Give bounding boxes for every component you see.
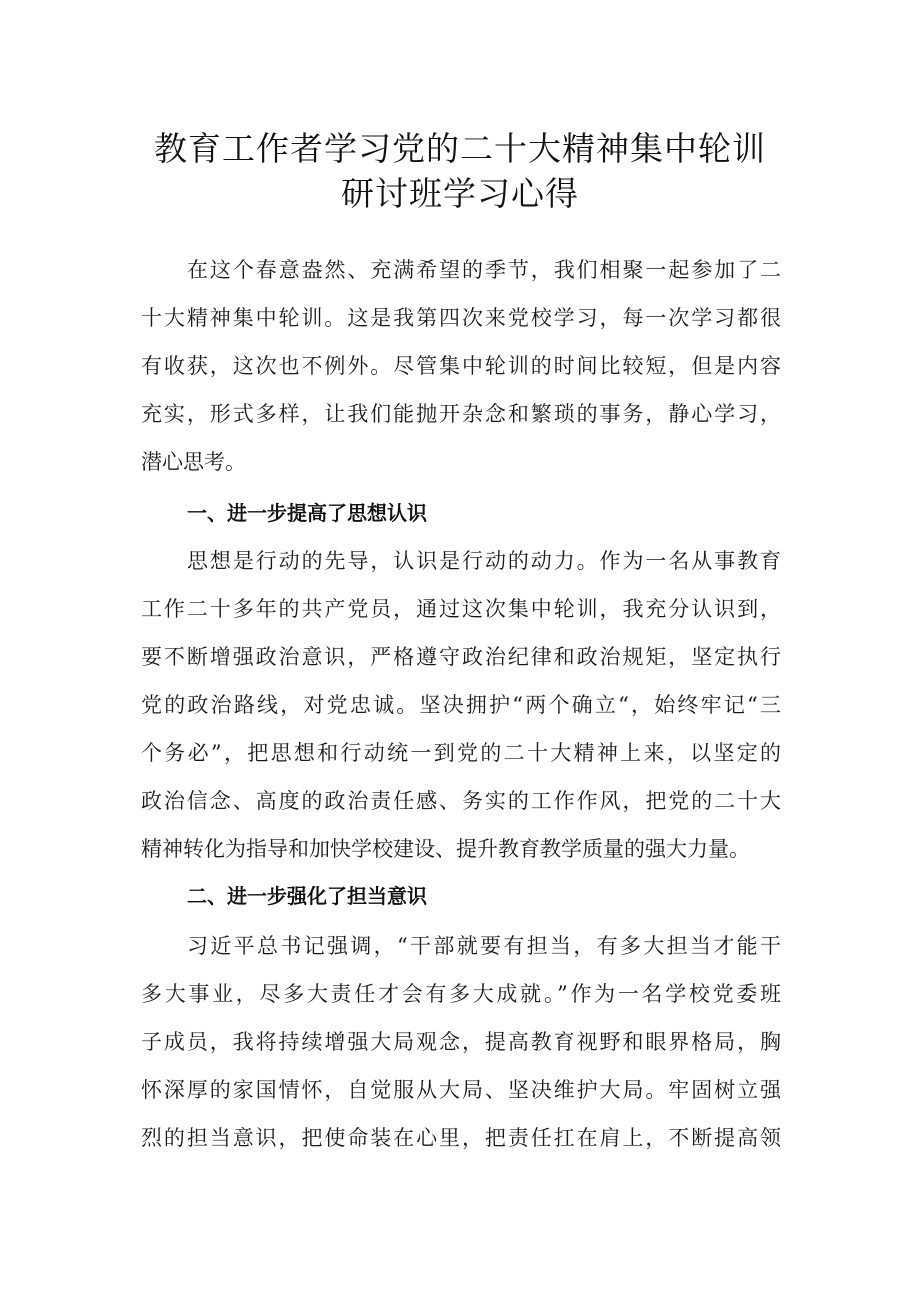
paragraph-1-line: 充实，形式多样，让我们能抛开杂念和繁琐的事务，静心学习， <box>141 402 781 426</box>
paragraph-3-line: 子成员，我将持续增强大局观念，提高教育视野和眼界格局，胸 <box>141 1030 781 1054</box>
paragraph-1-line: 有收获，这次也不例外。尽管集中轮训的时间比较短，但是内容 <box>141 354 781 378</box>
paragraph-2-line: 党的政治路线，对党忠诚。坚决拥护“两个确立“，始终牢记“三 <box>141 693 781 717</box>
paragraph-1-line: 十大精神集中轮训。这是我第四次来党校学习，每一次学习都很 <box>141 306 781 330</box>
paragraph-2-line: 个务必”，把思想和行动统一到党的二十大精神上来，以坚定的 <box>141 741 781 765</box>
paragraph-3-line: 习近平总书记强调，“干部就要有担当，有多大担当才能干 <box>187 934 781 958</box>
paragraph-2-line: 要不断增强政治意识，严格遵守政治纪律和政治规矩，坚定执行 <box>141 645 781 669</box>
section-heading-1: 一、进一步提高了思想认识 <box>187 501 427 525</box>
paragraph-2-line: 思想是行动的先导，认识是行动的动力。作为一名从事教育 <box>187 549 781 573</box>
paragraph-3-line: 怀深厚的家国情怀，自觉服从大局、坚决维护大局。牢固树立强 <box>141 1078 781 1102</box>
paragraph-2-line: 工作二十多年的共产党员，通过这次集中轮训，我充分认识到， <box>141 597 781 621</box>
paragraph-1-line: 潜心思考。 <box>141 450 246 474</box>
document-title-line-2: 研讨班学习心得 <box>341 174 579 213</box>
paragraph-1-line: 在这个春意盎然、充满希望的季节，我们相聚一起参加了二 <box>187 258 781 282</box>
paragraph-2-line: 政治信念、高度的政治责任感、务实的工作作风，把党的二十大 <box>141 789 781 813</box>
section-heading-2: 二、进一步强化了担当意识 <box>187 884 427 908</box>
document-title-line-1: 教育工作者学习党的二十大精神集中轮训 <box>154 129 766 168</box>
paragraph-3-line: 多大事业，尽多大责任才会有多大成就。”作为一名学校党委班 <box>141 982 781 1006</box>
paragraph-2-line: 精神转化为指导和加快学校建设、提升教育教学质量的强大力量。 <box>141 837 750 861</box>
paragraph-3-line: 烈的担当意识，把使命装在心里，把责任扛在肩上，不断提高领 <box>141 1126 781 1150</box>
